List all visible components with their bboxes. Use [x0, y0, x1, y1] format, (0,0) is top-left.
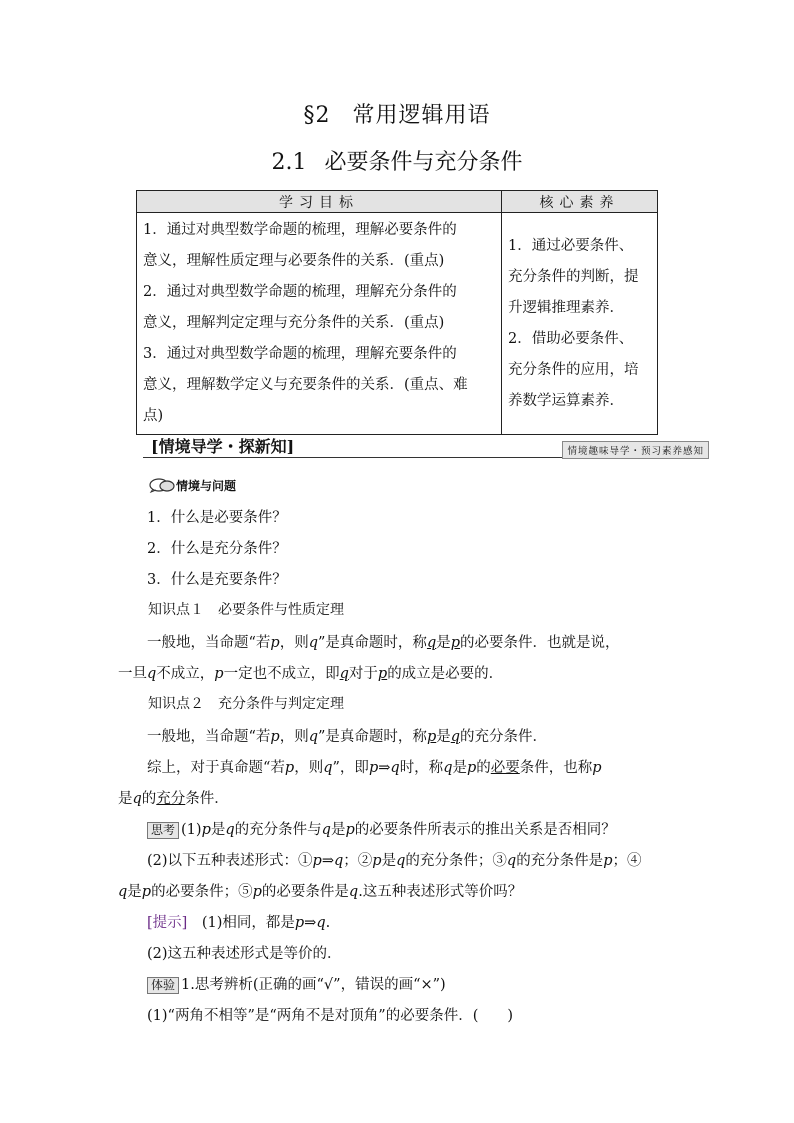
objectives-table — [136, 190, 658, 435]
objective-line: 点) — [143, 408, 164, 424]
knowledge-point-1-title: 知识点１ 必要条件与性质定理 — [148, 602, 344, 618]
objective-line: 意义，理解判定定理与充分条件的关系．(重点) — [143, 315, 445, 331]
subsection-title — [0, 145, 794, 176]
literacy-line: 充分条件的判断，提 — [508, 268, 639, 285]
section-number: §2 — [303, 103, 331, 128]
objective-line: 2．通过对典型数学命题的梳理，理解充分条件的 — [143, 284, 457, 300]
section-band — [143, 433, 709, 458]
literacy-line: 2．借助必要条件、 — [508, 330, 634, 347]
section-title — [0, 98, 794, 129]
table-header-literacy: 核心素养 — [502, 191, 658, 213]
literacy-line: 1．通过必要条件、 — [508, 237, 634, 254]
kp2-line-1: 一般地，当命题“若p，则q”是真命题时，称p是q的充分条件． — [147, 729, 548, 745]
subsection-title-text: 必要条件与充分条件 — [324, 150, 523, 175]
kp1-line-1: 一般地，当命题“若p，则q”是真命题时，称q是p的必要条件．也就是说， — [147, 635, 620, 651]
situation-label: 情境与问题 — [176, 479, 237, 493]
table-header-objectives: 学习目标 — [137, 191, 502, 213]
kp1-line-2: 一旦q不成立，p一定也不成立，即q对于p的成立是必要的． — [118, 666, 504, 682]
hint-label: [提示] — [147, 915, 188, 931]
kp2-line-3: 是q的充分条件． — [118, 791, 229, 807]
band-tag: 情境趣味导学・预习素养感知 — [562, 441, 709, 459]
objective-line: 1．通过对典型数学命题的梳理，理解必要条件的 — [143, 222, 457, 238]
think-question-2: (2)以下五种表述形式：①p⇒q；②p是q的充分条件；③q的充分条件是p；④ — [147, 853, 642, 869]
think-question-2-cont: q是p的必要条件；⑤p的必要条件是q.这五种表述形式等价吗？ — [118, 884, 523, 900]
question-2: 2．什么是充分条件？ — [147, 541, 287, 557]
literacy-cell — [502, 213, 658, 435]
objective-line: 3．通过对典型数学命题的梳理，理解充要条件的 — [143, 346, 457, 362]
hint-line-1: [提示] (1)相同，都是p⇒q. — [147, 915, 331, 931]
section-title-text: 常用逻辑用语 — [352, 103, 491, 128]
answer-sufficient: 充分 — [156, 791, 186, 807]
question-1: 1．什么是必要条件？ — [147, 510, 287, 526]
knowledge-point-2-title: 知识点２ 充分条件与判定定理 — [148, 696, 344, 712]
question-3: 3．什么是充要条件？ — [147, 572, 287, 588]
experience-item-1: (1)“两角不相等”是“两角不是对顶角”的必要条件．( ) — [147, 1008, 514, 1024]
hint-line-2: (2)这五种表述形式是等价的． — [147, 946, 342, 962]
literacy-line: 充分条件的应用，培 — [508, 361, 639, 378]
objectives-cell — [137, 213, 502, 435]
literacy-line: 养数学运算素养． — [508, 392, 624, 409]
kp2-line-2: 综上，对于真命题“若p，则q”，即p⇒q时，称q是p的必要条件，也称p — [147, 760, 602, 776]
think-label-box: 思考 — [147, 822, 179, 839]
subsection-number: 2.1 — [271, 150, 307, 175]
literacy-line: 升逻辑推理素养． — [508, 299, 624, 316]
think-question-1: 思考 (1)p是q的充分条件与q是p的必要条件所表示的推出关系是否相同？ — [147, 818, 616, 839]
answer-necessary: 必要 — [490, 760, 520, 776]
speech-bubble-icon — [148, 477, 178, 493]
experience-label-box: 体验 — [147, 977, 179, 994]
objective-line: 意义，理解数学定义与充要条件的关系．(重点、难 — [143, 377, 468, 393]
objective-line: 意义，理解性质定理与必要条件的关系．(重点) — [143, 253, 445, 269]
band-title: [情境导学・探新知] — [151, 437, 295, 456]
experience-line: 体验 1.思考辨析(正确的画“√”，错误的画“×”) — [147, 973, 446, 994]
